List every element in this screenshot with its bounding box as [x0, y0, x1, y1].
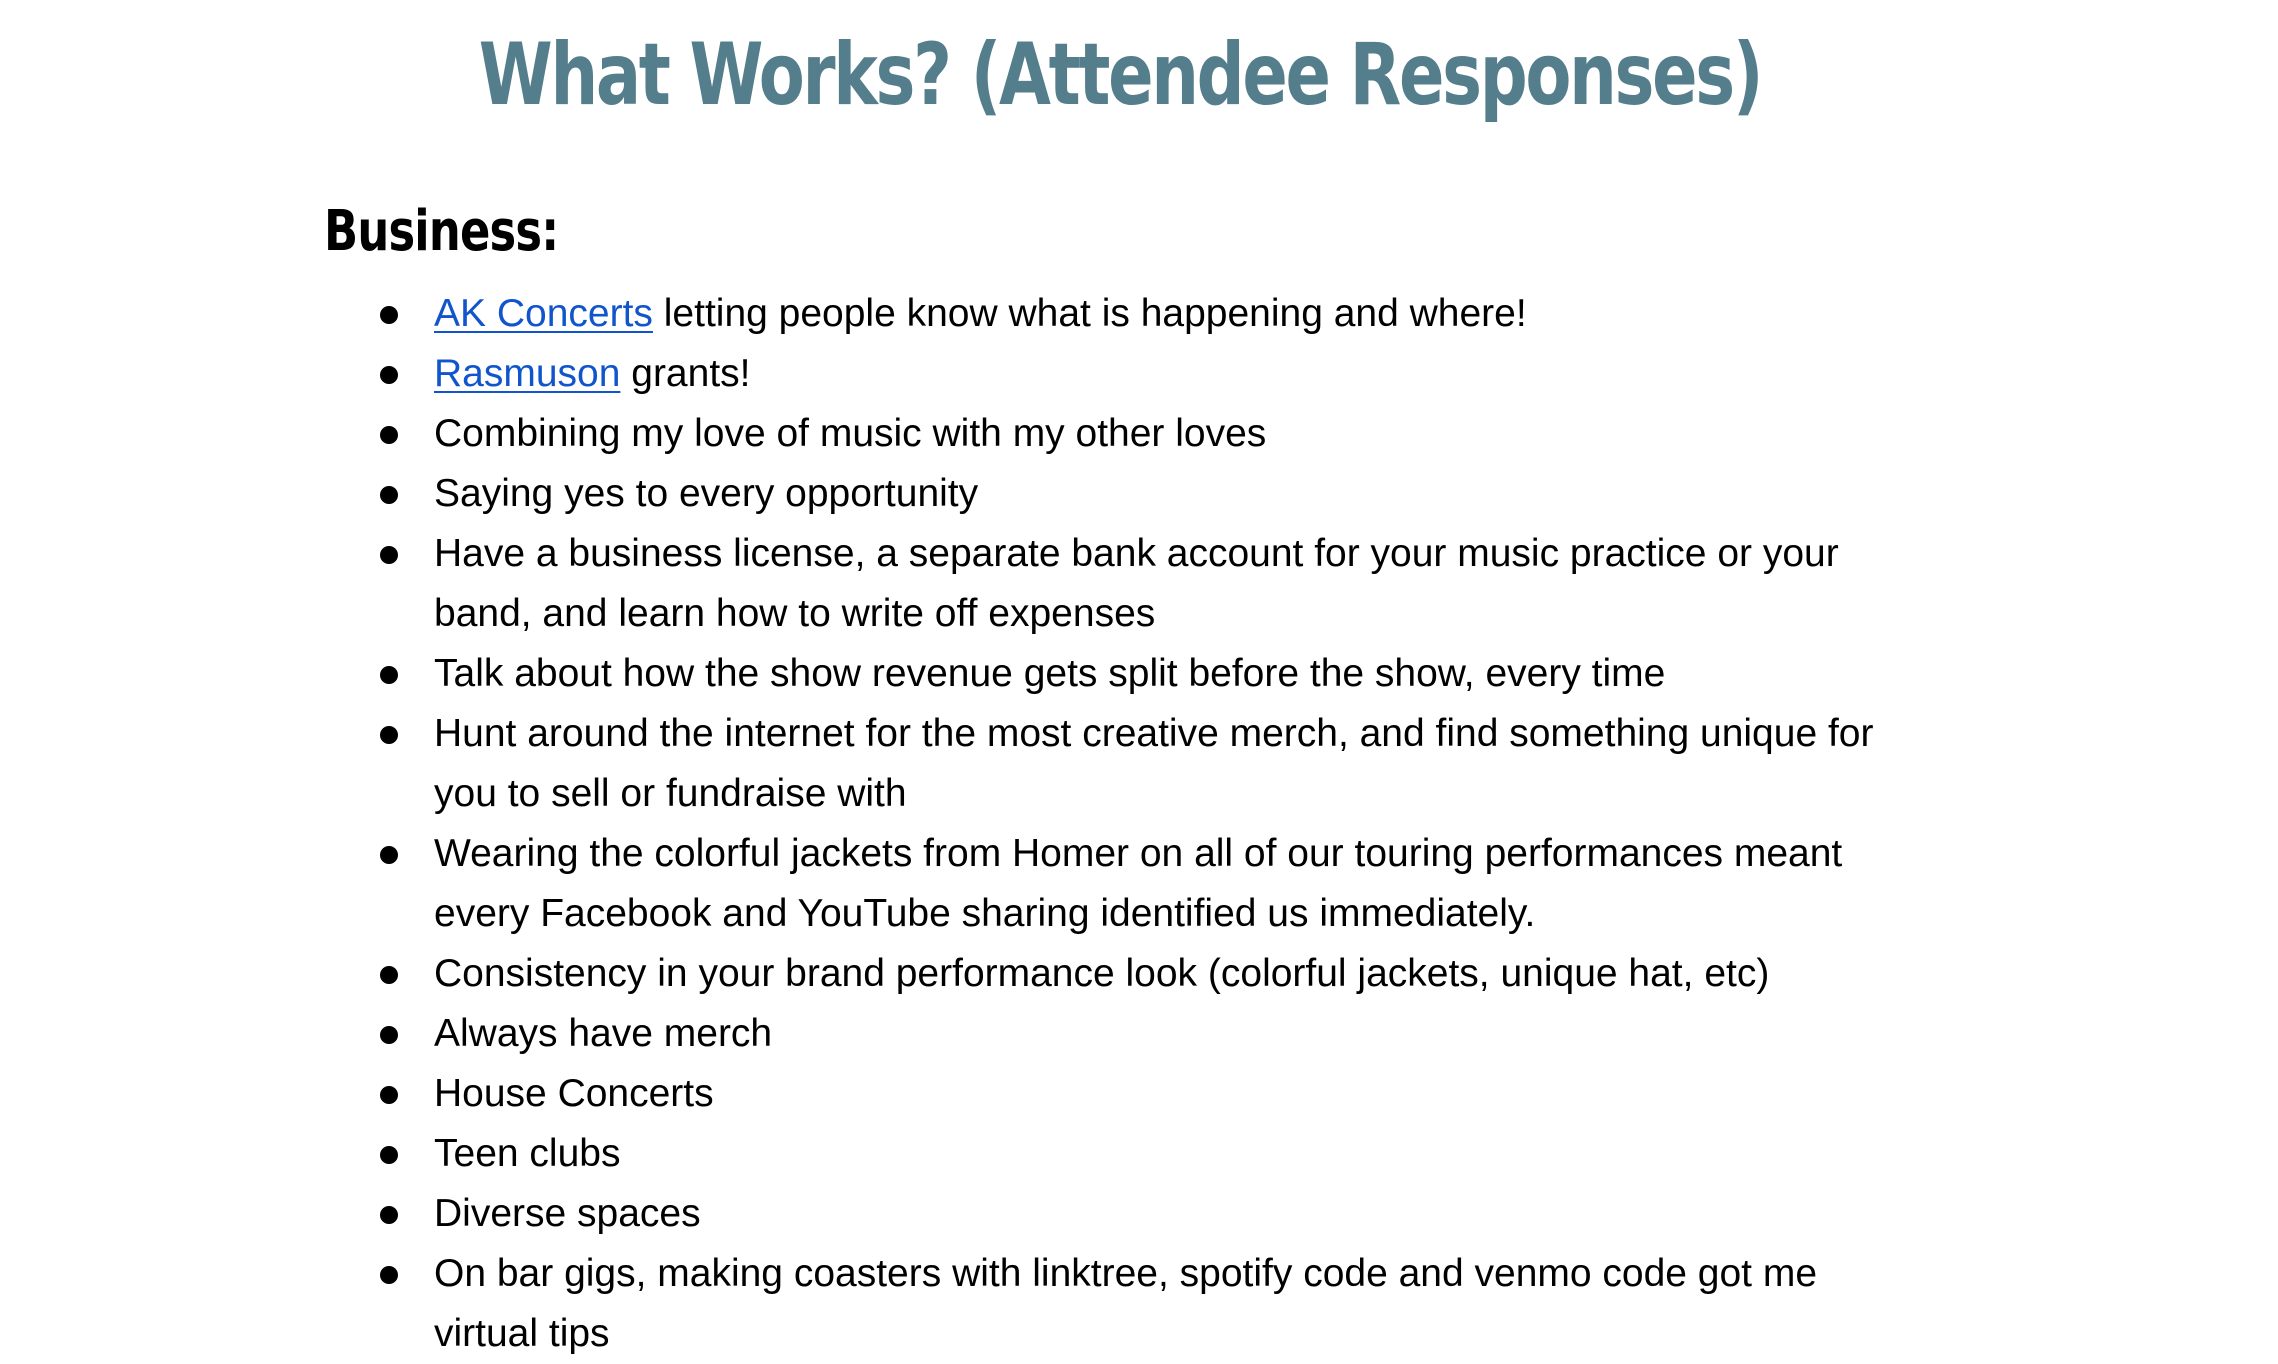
bullet-icon — [380, 846, 398, 864]
list-item-text: Consistency in your brand performance look (colorful jackets, unique hat, etc) — [434, 952, 1770, 995]
bullet-icon — [380, 546, 398, 564]
business-list — [380, 284, 1900, 1364]
list-item-text: letting people know what is happening and where! — [652, 292, 1527, 335]
list-item — [380, 404, 1900, 464]
list-item — [380, 344, 1900, 404]
page-title: What Works? (Attendee Responses) — [478, 25, 1762, 125]
list-item-text: Saying yes to every opportunity — [434, 472, 979, 515]
list-item — [380, 704, 1900, 824]
list-item-text: Always have merch — [434, 1012, 773, 1055]
list-item-text: Have a business license, a separate bank account for your music practice or your band, and learn how to write off expenses — [434, 532, 1839, 635]
list-item — [380, 944, 1900, 1004]
list-item — [380, 464, 1900, 524]
bullet-icon — [380, 486, 398, 504]
bullet-icon — [380, 306, 398, 324]
list-item-text: Hunt around the internet for the most creative merch, and find something unique for you to sell or fundraise with — [434, 712, 1874, 815]
list-item — [380, 824, 1900, 944]
list-item — [380, 1124, 1900, 1184]
list-item-text: grants! — [620, 352, 751, 395]
list-item-text: Talk about how the show revenue gets split before the show, every time — [434, 652, 1666, 695]
bullet-icon — [380, 1266, 398, 1284]
list-item — [380, 644, 1900, 704]
bullet-icon — [380, 1026, 398, 1044]
bullet-icon — [380, 1146, 398, 1164]
bullet-icon — [380, 1086, 398, 1104]
bullet-icon — [380, 366, 398, 384]
list-item — [380, 1004, 1900, 1064]
list-item-text: Wearing the colorful jackets from Homer on all of our touring performances meant every Facebook and YouTube sharing identified us immediately. — [434, 832, 1843, 935]
bullet-icon — [380, 426, 398, 444]
list-item — [380, 284, 1900, 344]
bullet-icon — [380, 966, 398, 984]
section-heading-business: Business: — [324, 199, 559, 264]
list-item-text: Combining my love of music with my other loves — [434, 412, 1267, 455]
list-item-text: Diverse spaces — [434, 1192, 701, 1235]
bullet-icon — [380, 726, 398, 744]
list-item — [380, 1244, 1900, 1364]
ak-concerts-link[interactable]: AK Concerts — [434, 292, 653, 335]
list-item — [380, 524, 1900, 644]
list-item-text: House Concerts — [434, 1072, 714, 1115]
list-item — [380, 1064, 1900, 1124]
rasmuson-link[interactable]: Rasmuson — [434, 352, 621, 395]
bullet-icon — [380, 1206, 398, 1224]
list-item-text: Teen clubs — [434, 1132, 621, 1175]
list-item — [380, 1184, 1900, 1244]
list-item-text: On bar gigs, making coasters with linktree, spotify code and venmo code got me virtual tips — [434, 1252, 1818, 1355]
bullet-icon — [380, 666, 398, 684]
